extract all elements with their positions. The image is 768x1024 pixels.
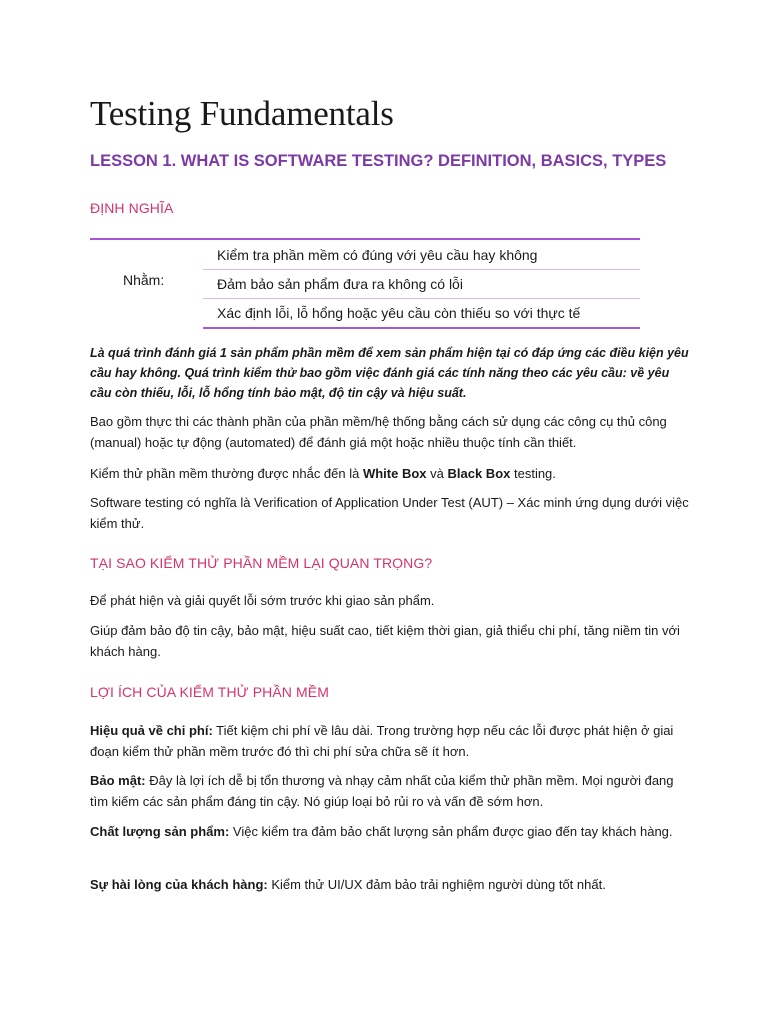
white-box-term: White Box xyxy=(362,466,427,481)
definition-rows xyxy=(203,240,640,329)
benefit-text: Đây là lợi ích dễ bị tổn thương và nhạy cảm nhất của kiểm thử phần mềm. Mọi người đang tìm kiếm các sản phẩm đáng tin cậy. Nó giúp loại bỏ rủi ro và vấn đề sớm hơn. xyxy=(90,773,674,809)
para3-mid: và xyxy=(426,466,448,481)
benefits-heading: LỢI ÍCH CỦA KIỂM THỬ PHẦN MỀM xyxy=(90,684,329,700)
para3-prefix: Kiểm thử phần mềm thường được nhắc đến là xyxy=(90,466,363,481)
intro-paragraph-2: Bao gồm thực thi các thành phần của phần mềm/hệ thống bằng cách sử dụng các công cụ thủ công (manual) hoặc tự động (automated) để đánh giá một hoặc nhiều thuộc tính cần thiết. xyxy=(90,414,667,450)
table-row: Xác định lỗi, lỗ hổng hoặc yêu cầu còn thiếu so với thực tế xyxy=(203,299,640,329)
definition-table xyxy=(90,238,640,329)
why-heading: TẠI SAO KIỂM THỬ PHẦN MỀM LẠI QUAN TRỌNG? xyxy=(90,555,433,571)
table-row: Kiểm tra phần mềm có đúng với yêu cầu hay không xyxy=(203,240,640,270)
para3-suffix: testing. xyxy=(510,466,556,481)
why-paragraph-1: Để phát hiện và giải quyết lỗi sớm trước khi giao sản phẩm. xyxy=(90,593,435,608)
intro-paragraph-4: Software testing có nghĩa là Verification of Application Under Test (AUT) – Xác minh ứng dụng dưới việc kiểm thử. xyxy=(90,495,689,531)
definition-heading: ĐỊNH NGHĨA xyxy=(90,200,174,216)
why-paragraph-2: Giúp đảm bảo độ tin cậy, bảo mật, hiệu suất cao, tiết kiệm thời gian, giả thiểu chi phí, tăng niềm tin với khách hàng. xyxy=(90,623,680,659)
black-box-term: Black Box xyxy=(447,466,511,481)
page-title: Testing Fundamentals xyxy=(90,94,394,133)
benefit-item xyxy=(90,821,690,842)
benefit-term: Chất lượng sản phẩm: xyxy=(90,824,230,839)
lesson-heading: LESSON 1. WHAT IS SOFTWARE TESTING? DEFINITION, BASICS, TYPES xyxy=(90,152,667,170)
table-row: Đảm bảo sản phẩm đưa ra không có lỗi xyxy=(203,270,640,299)
benefit-term: Bảo mật: xyxy=(90,773,146,788)
benefit-text: Tiết kiệm chi phí về lâu dài. Trong trường hợp nếu các lỗi được phát hiện ở giai đoạn kiểm thử phần mềm trước đó thì chi phí sửa chữa sẽ ít hơn. xyxy=(90,723,674,759)
benefit-term: Hiệu quả về chi phí: xyxy=(90,723,213,738)
benefit-text: Việc kiểm tra đảm bảo chất lượng sản phẩm được giao đến tay khách hàng. xyxy=(229,824,673,839)
intro-paragraph-3 xyxy=(90,463,690,484)
benefit-item xyxy=(90,720,690,762)
benefit-item xyxy=(90,874,690,895)
definition-label: Nhằm: xyxy=(123,272,165,288)
benefit-text: Kiểm thử UI/UX đảm bảo trải nghiệm người dùng tốt nhất. xyxy=(267,877,606,892)
benefit-item xyxy=(90,770,690,812)
intro-italic-paragraph: Là quá trình đánh giá 1 sản phẩm phần mềm để xem sản phẩm hiện tại có đáp ứng các điều kiện yêu cầu hay không. Quá trình kiểm thử bao gồm việc đánh giá các tính năng theo các yêu cầu: về yêu cầu còn thiếu, lỗi, lỗ hổng tính bảo mật, độ tin cậy và hiệu suất. xyxy=(90,346,689,400)
benefit-term: Sự hài lòng của khách hàng: xyxy=(90,877,268,892)
